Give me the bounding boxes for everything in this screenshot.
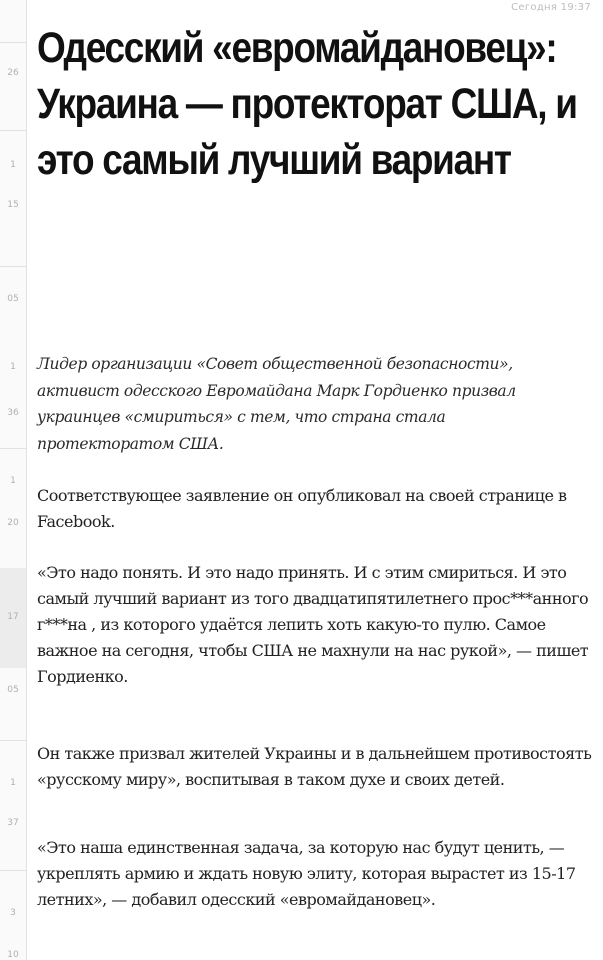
sidebar-divider — [0, 448, 26, 449]
sidebar-count[interactable]: 1 — [10, 476, 16, 486]
left-sidebar — [0, 0, 27, 960]
article-paragraph: Он также призвал жителей Украины и в дальнейшем противостоять «русскому миру», воспитывая в таком духе и своих детей. — [37, 744, 592, 789]
article-paragraph: Соответствующее заявление он опубликовал на своей странице в Facebook. — [37, 486, 567, 531]
sidebar-divider — [0, 266, 26, 267]
sidebar-divider — [0, 740, 26, 741]
sidebar-count[interactable]: 26 — [7, 68, 19, 78]
sidebar-count[interactable]: 36 — [7, 408, 19, 418]
timestamp: Сегодня 19:37 — [511, 2, 591, 13]
sidebar-count[interactable]: 1 — [10, 160, 16, 170]
sidebar-divider — [0, 870, 26, 871]
article — [37, 20, 592, 909]
sidebar-count[interactable]: 1 — [10, 778, 16, 788]
sidebar-count[interactable]: 37 — [7, 818, 19, 828]
sidebar-count[interactable]: 05 — [7, 685, 19, 695]
sidebar-count[interactable]: 20 — [7, 518, 19, 528]
sidebar-count[interactable]: 3 — [10, 908, 16, 918]
sidebar-count[interactable]: 1 — [10, 362, 16, 372]
article-lead: Лидер организации «Совет общественной безопасности», активист одесского Евромайдана Марк Гордиенко призвал украинцев «смириться» с тем, что страна стала протекторатом США. — [37, 355, 516, 453]
sidebar-count[interactable]: 17 — [7, 612, 19, 622]
sidebar-divider — [0, 130, 26, 131]
article-paragraph: «Это наша единственная задача, за которую нас будут ценить, — укреплять армию и ждать новую элиту, которая вырастет из 15-17 летних», — добавил одесский «евромайдановец». — [37, 838, 576, 909]
sidebar-count[interactable]: 10 — [7, 950, 19, 960]
sidebar-divider — [0, 42, 26, 43]
sidebar-count[interactable]: 05 — [7, 294, 19, 304]
sidebar-count[interactable]: 15 — [7, 200, 19, 210]
article-paragraph: «Это надо понять. И это надо принять. И с этим смириться. И это самый лучший вариант из того двадцатипятилетнего прос***анного г***на , из которого удаётся лепить хоть какую-то пулю. Самое важное на сегодня, чтобы США не махнули на нас рукой», — пишет Гордиенко. — [37, 563, 589, 686]
article-title: Одесский «евромайдановец»: Украина — протекторат США, и это самый лучший вариант — [37, 24, 577, 184]
